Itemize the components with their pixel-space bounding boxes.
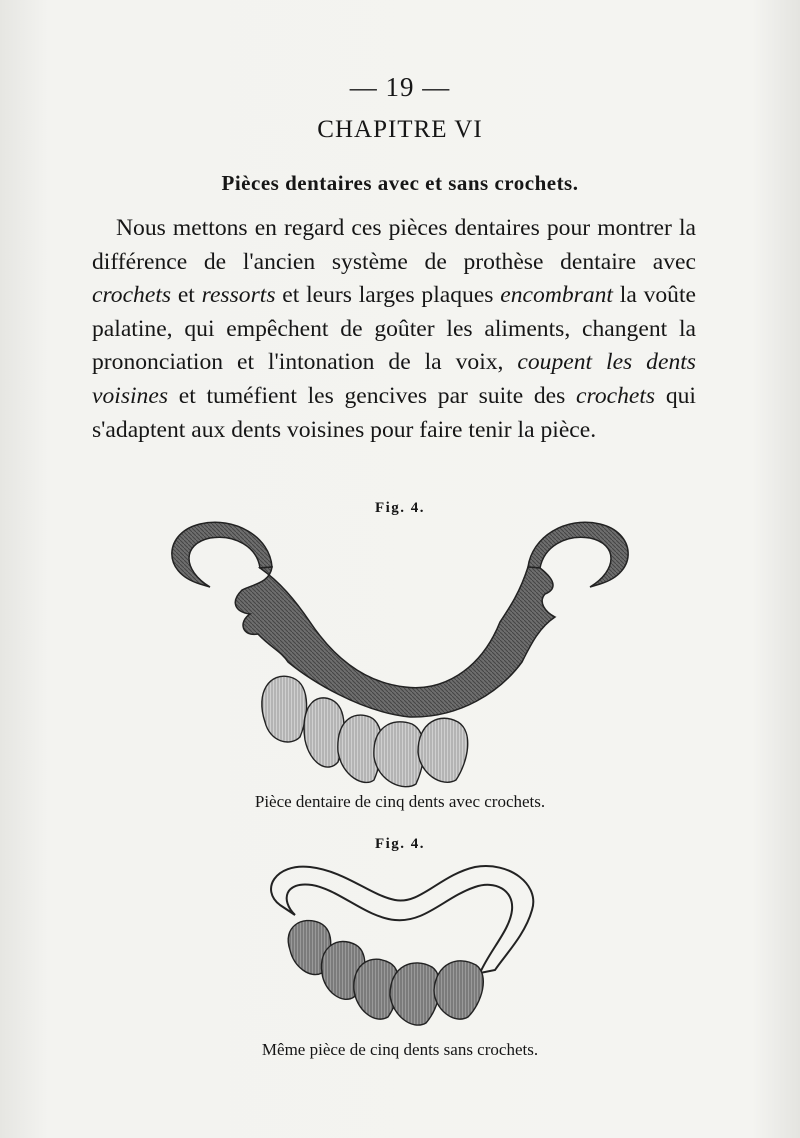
chapter-heading: CHAPITRE VI: [317, 116, 483, 143]
italic-term: crochets: [576, 382, 656, 409]
denture-without-clasps-illustration: [250, 855, 550, 1035]
tooth: [390, 963, 440, 1025]
teeth-row: [288, 921, 483, 1026]
tooth: [434, 961, 483, 1019]
text-run: la voûte palatine, qui empêchent de goûter les aliments, changent la prononciation et l'intonation de la voix,: [92, 282, 696, 376]
tooth: [374, 722, 424, 787]
page-number: — 19 —: [349, 72, 451, 102]
text-run: et tuméfient les gencives par suite des: [168, 382, 577, 409]
italic-term: crochets: [92, 282, 172, 309]
figure-1-caption: Pièce dentaire de cinq dents avec crochets.: [254, 792, 546, 811]
figure-2-caption: Même pièce de cinq dents sans crochets.: [261, 1040, 539, 1059]
body-paragraph: [92, 212, 696, 447]
left-clasp: [172, 522, 272, 587]
italic-term: encombrant: [500, 282, 613, 309]
tooth: [262, 676, 307, 742]
denture-with-clasps-illustration: [160, 512, 640, 792]
text-run: Nous mettons en regard ces pièces dentaires pour montrer la différence de l'ancien système de prothèse dentaire avec: [92, 215, 696, 275]
figure-1-label: Fig. 4.: [374, 500, 426, 516]
tooth: [418, 718, 468, 782]
italic-term: ressorts: [201, 282, 276, 309]
figure-2-label: Fig. 4.: [374, 836, 426, 852]
text-run: et: [171, 282, 202, 309]
tooth: [304, 698, 344, 767]
text-run: et leurs larges plaques: [275, 282, 501, 309]
section-title: Pièces dentaires avec et sans crochets.: [221, 171, 579, 195]
text-run: qui s'adaptent aux dents voisines pour faire tenir la pièce.: [92, 382, 696, 443]
italic-term: coupent les dents voisines: [92, 349, 696, 409]
